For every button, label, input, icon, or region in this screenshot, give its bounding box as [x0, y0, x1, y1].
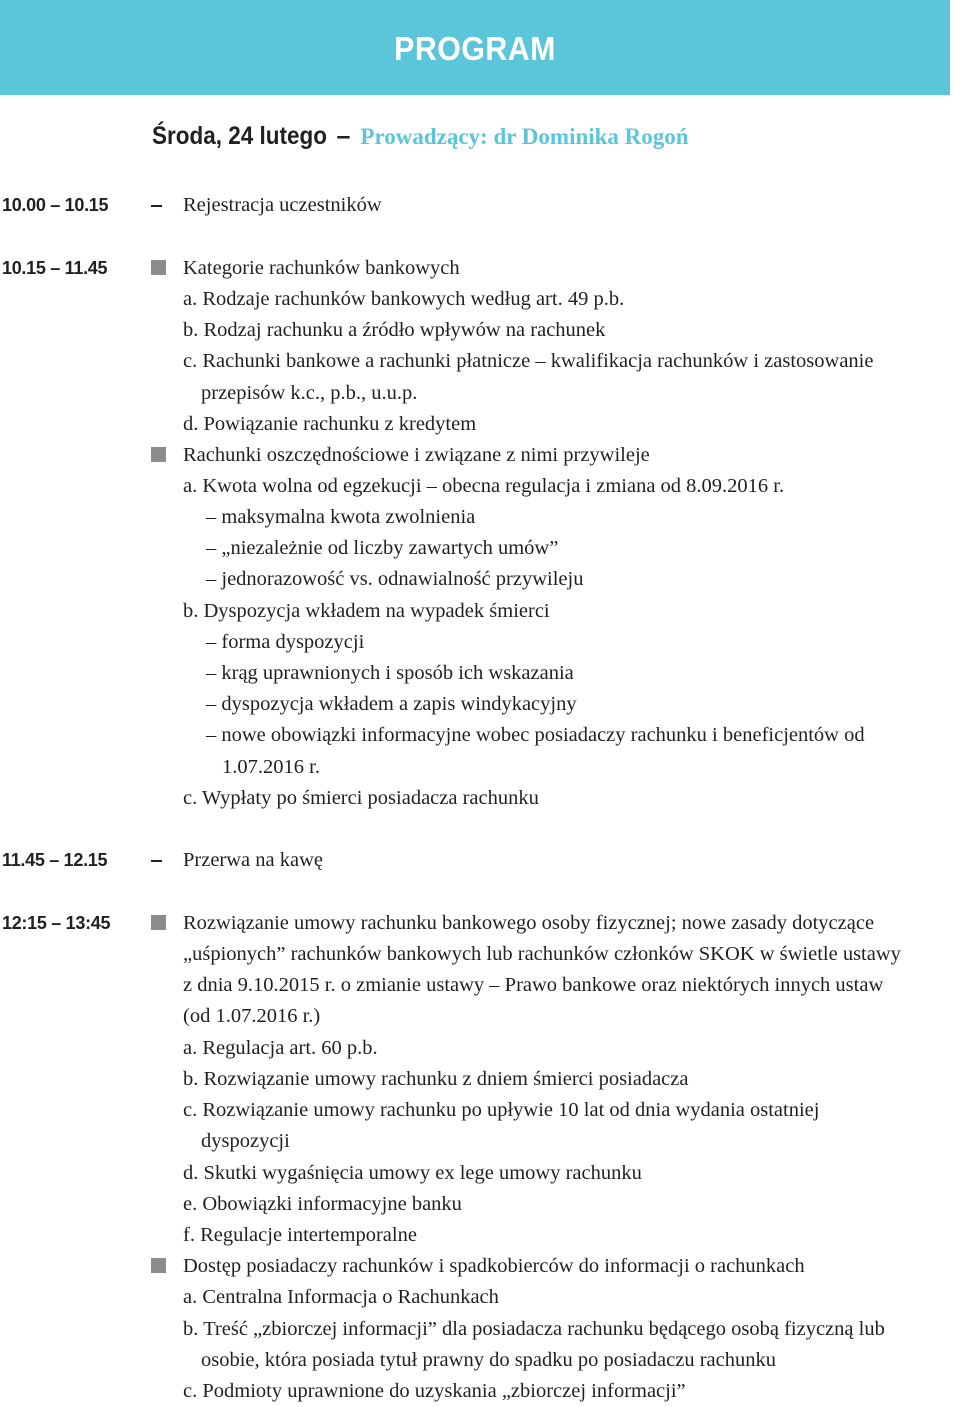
session-title: Rejestracja uczestników: [183, 194, 382, 216]
time-slot: 12:15 – 13:45: [2, 913, 111, 933]
bullet-square-icon: [151, 447, 166, 462]
bullet-square-icon: [151, 915, 166, 930]
session-title: Przerwa na kawę: [183, 849, 324, 871]
header-banner: [0, 0, 950, 95]
dash-marker: [151, 205, 162, 207]
topic-title: Rachunki oszczędnościowe i związane z nimi przywileje: [183, 444, 650, 466]
topic-title: Dostęp posiadaczy rachunków i spadkobierców do informacji o rachunkach: [183, 1255, 805, 1277]
day-date: Środa, 24 lutego: [152, 122, 328, 150]
topic-title: Kategorie rachunków bankowych: [183, 257, 460, 279]
day-host: Prowadzący: dr Dominika Rogoń: [360, 124, 689, 149]
topic-title: Rozwiązanie umowy rachunku bankowego osoby fizycznej; nowe zasady dotyczące: [183, 912, 875, 934]
bullet-square-icon: [151, 1258, 166, 1273]
time-slot: 11.45 – 12.15: [2, 850, 108, 870]
day-separator: –: [336, 122, 351, 150]
time-slot: 10.15 – 11.45: [2, 258, 108, 278]
day-heading: [152, 122, 689, 151]
bullet-square-icon: [151, 260, 166, 275]
page-title: PROGRAM: [394, 30, 556, 67]
time-slot: 10.00 – 10.15: [2, 195, 109, 215]
dash-marker: [151, 860, 162, 862]
